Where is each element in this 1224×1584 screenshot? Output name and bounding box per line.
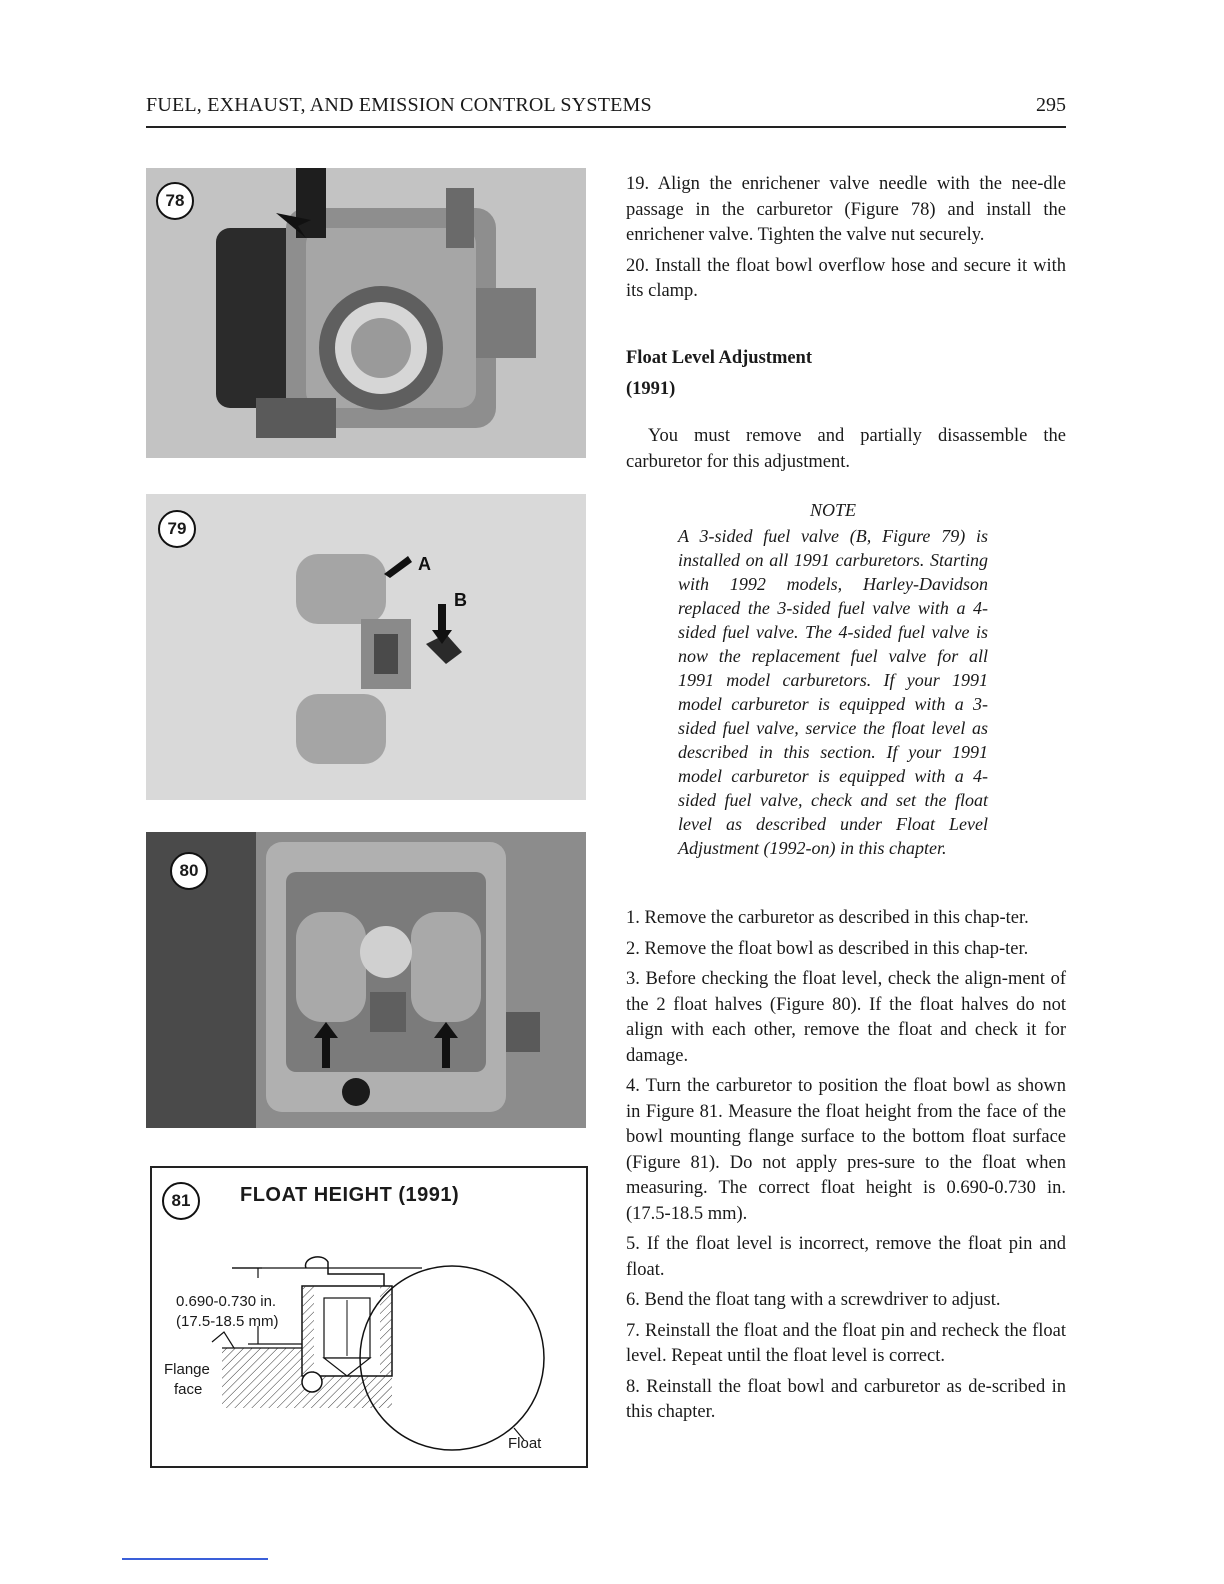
measurement-mm: (17.5-18.5 mm) xyxy=(176,1313,279,1330)
figure-80-badge: 80 xyxy=(170,852,208,890)
diagram-title: FLOAT HEIGHT (1991) xyxy=(240,1184,460,1206)
intro-paragraph: You must remove and partially disassemble the carburetor for this adjustment. xyxy=(626,426,1066,472)
figure-80-photo xyxy=(146,832,586,1128)
page-number: 295 xyxy=(1036,94,1066,116)
float-assembly-photo xyxy=(146,494,586,800)
heading-line-1: Float Level Adjustment xyxy=(626,348,813,368)
float-label: Float xyxy=(508,1435,542,1452)
step-19-text: 19. Align the enrichener valve needle with the nee-dle passage in the carburetor (Figure 78) and install the enrichener valve. Tighten the valve nut securely. xyxy=(626,174,1066,245)
section-heading xyxy=(626,346,1066,407)
procedure-steps xyxy=(626,906,1066,1431)
step-8: 8. Reinstall the float bowl and carburetor as de-scribed in this chapter. xyxy=(626,1376,1066,1422)
step-4: 4. Turn the carburetor to position the float bowl as shown in Figure 81. Measure the float height from the face of the bowl mounting flange surface to the bottom float surface (Figure 81). Do not apply pres-sure to the float when measuring. The correct float height is 0.690-0.730 in. (17.5-18.5 mm). xyxy=(626,1076,1066,1224)
carburetor-photo xyxy=(146,168,586,458)
note-body: A 3-sided fuel valve (B, Figure 79) is installed on all 1991 carburetors. Starting with 1992 models, Harley-Davidson replaced the 3-sided fuel valve with a 4-sided fuel valve. The 4-sided fuel valve is now the replacement fuel valve for all 1991 model carburetors. If your 1991 model carburetor is equipped with a 3-sided fuel valve, service the float level as described in this section. If your 1991 model carburetor is equipped with a 4-sided fuel valve, check and set the float level as described under Float Level Adjustment (1992-on) in this chapter. xyxy=(678,526,988,858)
figure-81-diagram xyxy=(150,1166,588,1468)
step-2: 2. Remove the float bowl as described in this chap-ter. xyxy=(626,938,1029,959)
label-b: B xyxy=(454,590,467,610)
figure-79-photo xyxy=(146,494,586,800)
step-5: 5. If the float level is incorrect, remove the float pin and float. xyxy=(626,1234,1066,1280)
figure-79-badge: 79 xyxy=(158,510,196,548)
flange-label: Flange xyxy=(164,1361,210,1378)
measurement-inches: 0.690-0.730 in. xyxy=(176,1293,277,1310)
step-1: 1. Remove the carburetor as described in this chap-ter. xyxy=(626,908,1029,928)
figure-81-badge: 81 xyxy=(162,1182,200,1220)
label-a: A xyxy=(418,554,431,574)
step-6: 6. Bend the float tang with a screwdriver to adjust. xyxy=(626,1290,1001,1310)
step-7: 7. Reinstall the float and the float pin and recheck the float level. Repeat until the float level is correct. xyxy=(626,1320,1066,1366)
step-3: 3. Before checking the float level, check the align-ment of the 2 float halves (Figure 80). If the float halves do not align with each other, remove the float and check it for damage. xyxy=(626,969,1066,1066)
figure-78-photo xyxy=(146,168,586,458)
running-header xyxy=(146,94,1066,128)
note-title: NOTE xyxy=(809,500,856,520)
face-label: face xyxy=(174,1381,203,1398)
steps-19-20 xyxy=(626,172,1066,310)
note-box xyxy=(678,498,988,860)
step-19 xyxy=(626,172,1066,249)
figure-78-badge: 78 xyxy=(156,182,194,220)
float-bowl-photo xyxy=(146,832,586,1128)
chapter-title: FUEL, EXHAUST, AND EMISSION CONTROL SYSTEMS xyxy=(146,94,652,116)
step-20: 20. Install the float bowl overflow hose and secure it with its clamp. xyxy=(626,255,1066,301)
heading-line-2: (1991) xyxy=(626,378,676,399)
footer-rule xyxy=(122,1558,268,1560)
